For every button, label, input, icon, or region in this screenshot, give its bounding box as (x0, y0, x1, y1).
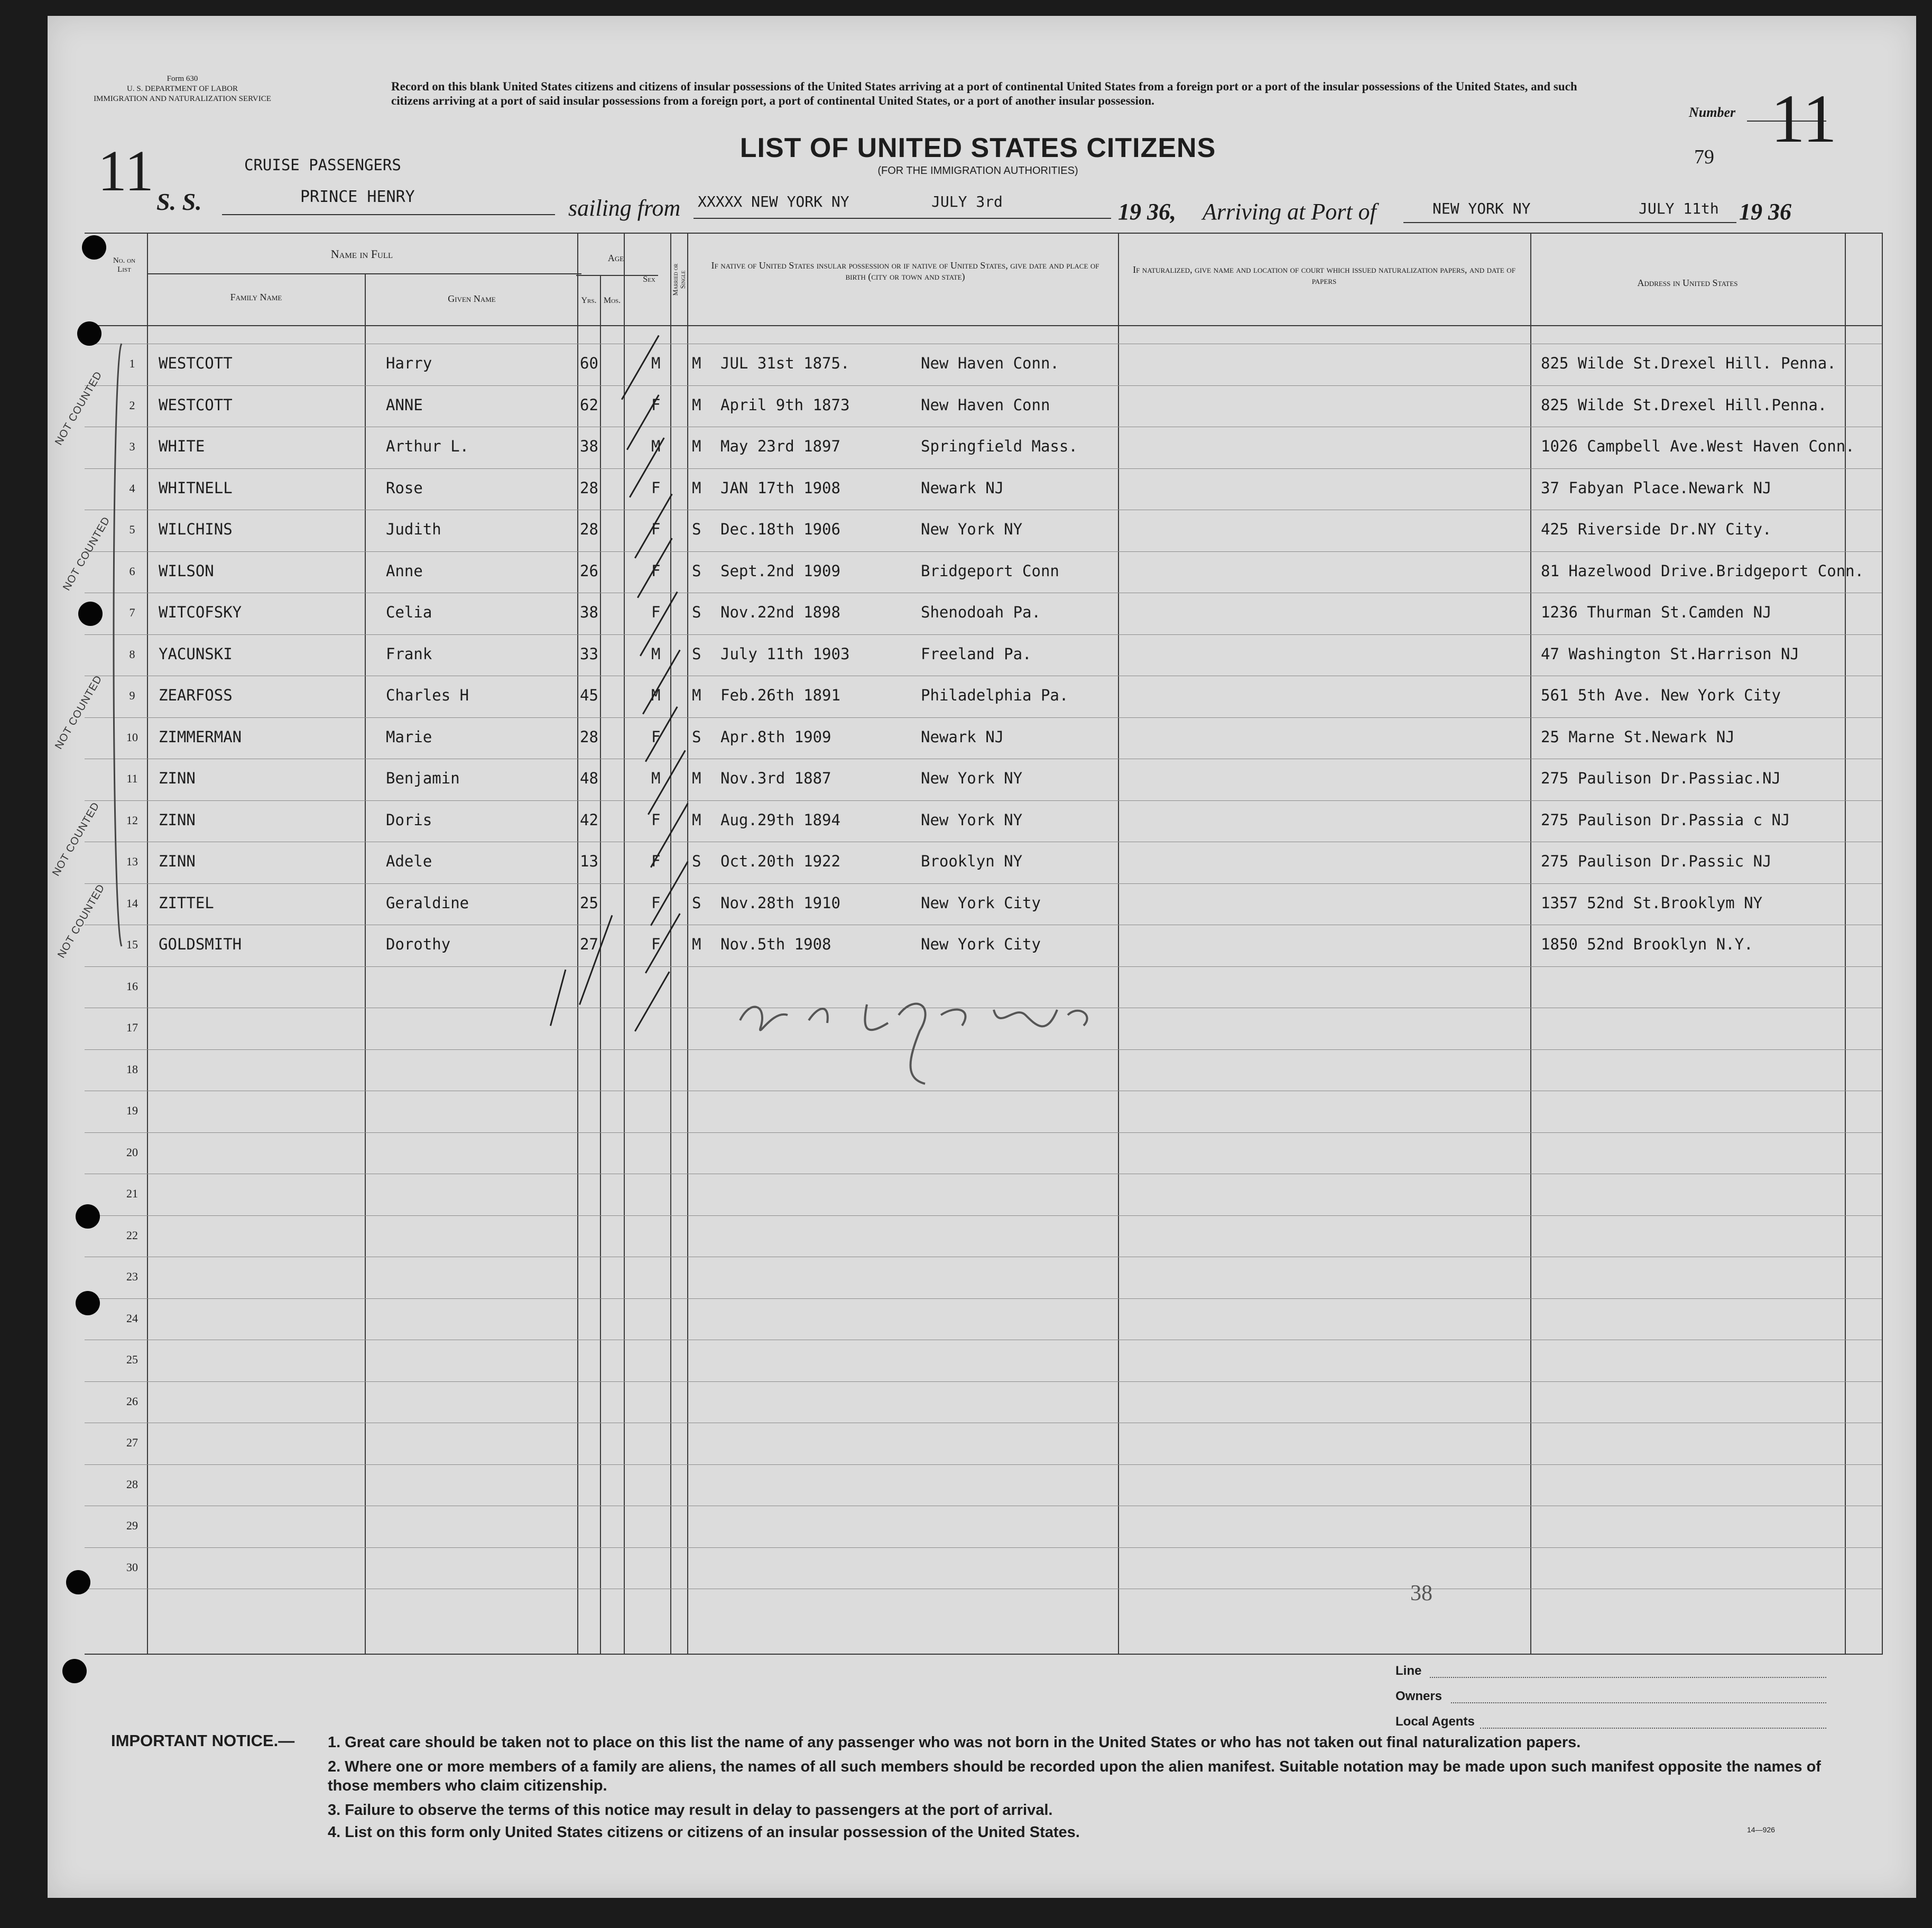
marital-status: S (692, 852, 701, 870)
sex: M (651, 686, 661, 704)
birth-date: JAN 17th 1908 (720, 478, 840, 497)
given-name: Doris (386, 810, 432, 829)
punch-hole (76, 1291, 100, 1315)
family-name: ZEARFOSS (159, 686, 233, 704)
address: 1357 52nd St.Brooklym NY (1541, 893, 1763, 912)
sex: F (651, 395, 661, 414)
marital-status: M (692, 478, 701, 497)
local-agents-label: Local Agents (1395, 1714, 1475, 1729)
not-counted-stamp: NOT COUNTED (53, 369, 105, 447)
number-label: Number (1689, 105, 1736, 120)
row-number: 18 (126, 1062, 138, 1076)
header-age: Age (607, 253, 624, 263)
address: 1026 Campbell Ave.West Haven Conn. (1541, 437, 1855, 455)
service-name: IMMIGRATION AND NATURALIZATION SERVICE (94, 95, 271, 103)
not-counted-stamp: NOT COUNTED (53, 673, 105, 751)
departure-port: XXXXX NEW YORK NY (698, 193, 849, 210)
birth-date: Aug.29th 1894 (720, 810, 840, 829)
header-birth: If native of United States insular possession or if native of United States, give date and place of birth (city or town and state) (711, 260, 1099, 282)
punch-hole (76, 1204, 100, 1229)
birth-place: New York NY (921, 520, 1023, 538)
row-number: 22 (126, 1228, 138, 1242)
row-number: 2 (129, 398, 135, 412)
punch-hole (66, 1570, 90, 1594)
cruise-passengers-label: CRUISE PASSENGERS (244, 156, 401, 174)
sex: F (651, 810, 661, 829)
age-years: 28 (580, 727, 598, 746)
not-counted-stamp: NOT COUNTED (61, 514, 113, 593)
row-number: 5 (129, 523, 135, 536)
marital-status: S (692, 644, 701, 663)
address: 275 Paulison Dr.Passiac.NJ (1541, 769, 1781, 787)
family-name: GOLDSMITH (159, 935, 242, 953)
address: 47 Washington St.Harrison NJ (1541, 644, 1799, 663)
birth-place: Springfield Mass. (921, 437, 1078, 455)
marital-status: M (692, 769, 701, 787)
age-years: 48 (580, 769, 598, 787)
stamp-number: 38 (1410, 1581, 1432, 1606)
marital-status: S (692, 603, 701, 621)
birth-place: New York NY (921, 810, 1023, 829)
row-number: 4 (129, 481, 135, 495)
header-no-on-list: No. on List (113, 256, 136, 274)
row-number: 25 (126, 1353, 138, 1366)
family-name: ZINN (159, 769, 196, 787)
arriving-label: Arriving at Port of (1203, 199, 1376, 225)
family-name: YACUNSKI (159, 644, 233, 663)
birth-place: New Haven Conn. (921, 354, 1059, 372)
department-name: U. S. DEPARTMENT OF LABOR (127, 85, 238, 93)
row-number: 20 (126, 1145, 138, 1159)
given-name: Marie (386, 727, 432, 746)
birth-date: JUL 31st 1875. (720, 354, 850, 372)
address: 25 Marne St.Newark NJ (1541, 727, 1735, 746)
age-years: 45 (580, 686, 598, 704)
row-number: 1 (129, 357, 135, 370)
birth-date: Nov.22nd 1898 (720, 603, 840, 621)
family-name: WESTCOTT (159, 354, 233, 372)
row-number: 7 (129, 606, 135, 619)
address: 37 Fabyan Place.Newark NJ (1541, 478, 1772, 497)
punch-hole (82, 235, 106, 260)
age-years: 38 (580, 437, 598, 455)
row-number: 11 (126, 772, 138, 785)
notice-title: IMPORTANT NOTICE.— (111, 1731, 295, 1750)
page-title: LIST OF UNITED STATES CITIZENS (739, 133, 1216, 163)
row-number: 17 (126, 1021, 138, 1034)
arrival-port: NEW YORK NY (1432, 200, 1531, 217)
row-number: 29 (126, 1519, 138, 1532)
sex: F (651, 603, 661, 621)
ss-label: S. S. (156, 188, 202, 215)
family-name: ZINN (159, 810, 196, 829)
record-instructions: Record on this blank United States citizens and citizens of insular possessions of the United States arriving at a port of continental United States from a foreign port or a port of the insular possessions of the United States, and such citizens arriving at a port of said insular possessions from a foreign port, a port of continental United States, or a port of another insular possession. (391, 80, 1577, 107)
punch-hole (62, 1659, 87, 1683)
header-name-in-full: Name in Full (330, 247, 393, 261)
sex: F (651, 520, 661, 538)
sex: M (651, 644, 661, 663)
marital-status: S (692, 893, 701, 912)
ship-name: PRINCE HENRY (300, 188, 415, 206)
notice-3: 3. Failure to observe the terms of this notice may result in delay to passengers at the port of arrival. (328, 1802, 1053, 1819)
age-years: 25 (580, 893, 598, 912)
birth-place: New York NY (921, 769, 1023, 787)
address: 425 Riverside Dr.NY City. (1541, 520, 1772, 538)
handwritten-mark: 11 (98, 139, 154, 203)
family-name: WILCHINS (159, 520, 233, 538)
age-years: 27 (580, 935, 598, 953)
given-name: Frank (386, 644, 432, 663)
birth-date: Nov.3rd 1887 (720, 769, 831, 787)
given-name: Celia (386, 603, 432, 621)
family-name: ZINN (159, 852, 196, 870)
address: 275 Paulison Dr.Passic NJ (1541, 852, 1772, 870)
not-counted-stamp: NOT COUNTED (56, 882, 107, 960)
header-married-single: Married or Single (671, 263, 687, 296)
notice-1: 1. Great care should be taken not to place on this list the name of any passenger who was not born in the United States or who has not taken out final naturalization papers. (328, 1734, 1581, 1751)
age-years: 62 (580, 395, 598, 414)
row-number: 15 (126, 938, 138, 951)
birth-date: Apr.8th 1909 (720, 727, 831, 746)
departure-year: 19 36, (1118, 199, 1176, 225)
given-name: Dorothy (386, 935, 451, 953)
row-number: 30 (126, 1560, 138, 1574)
marital-status: S (692, 520, 701, 538)
family-name: WITCOFSKY (159, 603, 242, 621)
sex: F (651, 852, 661, 870)
form-info (93, 74, 272, 104)
given-name: Charles H (386, 686, 469, 704)
header-age-months: Mos. (603, 296, 621, 305)
form-code: 14—926 (1747, 1825, 1775, 1834)
family-name: WESTCOTT (159, 395, 233, 414)
row-number: 19 (126, 1104, 138, 1117)
family-name: WHITE (159, 437, 205, 455)
birth-date: July 11th 1903 (720, 644, 850, 663)
birth-place: Philadelphia Pa. (921, 686, 1069, 704)
age-years: 28 (580, 520, 598, 538)
header-age-years: Yrs. (581, 296, 597, 305)
given-name: Benjamin (386, 769, 460, 787)
page-subtitle: (FOR THE IMMIGRATION AUTHORITIES) (877, 165, 1078, 177)
row-number: 28 (126, 1477, 138, 1491)
punch-hole (78, 602, 103, 626)
row-number: 24 (126, 1311, 138, 1325)
arrival-year: 19 36 (1739, 199, 1791, 225)
birth-place: Newark NJ (921, 727, 1004, 746)
row-number: 16 (126, 979, 138, 993)
sailing-from-label: sailing from (568, 195, 681, 221)
row-number: 14 (126, 896, 138, 910)
address: 275 Paulison Dr.Passia c NJ (1541, 810, 1790, 829)
address: 561 5th Ave. New York City (1541, 686, 1781, 704)
birth-date: Sept.2nd 1909 (720, 561, 840, 580)
sex: F (651, 893, 661, 912)
given-name: Anne (386, 561, 423, 580)
marital-status: S (692, 561, 701, 580)
owners-label: Owners (1395, 1689, 1443, 1703)
address: 1850 52nd Brooklyn N.Y. (1541, 935, 1753, 953)
birth-date: Feb.26th 1891 (720, 686, 840, 704)
address: 1236 Thurman St.Camden NJ (1541, 603, 1772, 621)
marital-status: M (692, 935, 701, 953)
departure-date: JULY 3rd (931, 193, 1003, 210)
address: 825 Wilde St.Drexel Hill.Penna. (1541, 395, 1827, 414)
inspector-signature (729, 973, 1110, 1105)
birth-place: Bridgeport Conn (921, 561, 1059, 580)
birth-date: Oct.20th 1922 (720, 852, 840, 870)
line-label: Line (1395, 1664, 1422, 1678)
row-number: 13 (126, 855, 138, 868)
given-name: Arthur L. (386, 437, 469, 455)
marital-status: M (692, 437, 701, 455)
given-name: Judith (386, 520, 441, 538)
header-given-name: Given Name (448, 293, 496, 304)
birth-place: Shenodoah Pa. (921, 603, 1041, 621)
age-years: 38 (580, 603, 598, 621)
birth-place: Newark NJ (921, 478, 1004, 497)
list-number: 11 (1771, 81, 1837, 157)
birth-date: April 9th 1873 (720, 395, 850, 414)
header-sex: Sex (643, 275, 655, 284)
form-number: Form 630 (167, 75, 198, 83)
age-years: 33 (580, 644, 598, 663)
given-name: Adele (386, 852, 432, 870)
age-years: 28 (580, 478, 598, 497)
birth-place: New Haven Conn (921, 395, 1050, 414)
birth-date: May 23rd 1897 (720, 437, 840, 455)
marital-status: M (692, 810, 701, 829)
punch-hole (77, 321, 101, 346)
row-number: 3 (129, 440, 135, 453)
row-number: 10 (126, 730, 138, 744)
row-number: 6 (129, 564, 135, 578)
birth-date: Nov.28th 1910 (720, 893, 840, 912)
row-number: 27 (126, 1436, 138, 1449)
age-years: 60 (580, 354, 598, 372)
birth-date: Dec.18th 1906 (720, 520, 840, 538)
sex: F (651, 727, 661, 746)
given-name: Harry (386, 354, 432, 372)
given-name: Rose (386, 478, 423, 497)
age-years: 13 (580, 852, 598, 870)
notice-2: 2. Where one or more members of a family are aliens, the names of all such members should be recorded upon the alien manifest. Suitable notation may be made upon such manifest opposite the names of those members who claim citizenship. (328, 1758, 1821, 1794)
birth-place: Brooklyn NY (921, 852, 1023, 870)
birth-place: New York City (921, 935, 1041, 953)
sex: F (651, 478, 661, 497)
row-number: 9 (129, 689, 135, 702)
address: 825 Wilde St.Drexel Hill. Penna. (1541, 354, 1836, 372)
sex: F (651, 935, 661, 953)
notice-4: 4. List on this form only United States citizens or citizens of an insular possession of the United States. (328, 1824, 1080, 1841)
sex: F (651, 561, 661, 580)
header-address: Address in United States (1637, 278, 1738, 288)
header-family-name: Family Name (230, 292, 282, 302)
marital-status: M (692, 354, 701, 372)
arrival-date: JULY 11th (1639, 200, 1719, 217)
birth-place: Freeland Pa. (921, 644, 1032, 663)
row-number: 12 (126, 813, 138, 827)
marital-status: M (692, 395, 701, 414)
sex: M (651, 437, 661, 455)
family-name: WHITNELL (159, 478, 233, 497)
sex: M (651, 769, 661, 787)
birth-place: New York City (921, 893, 1041, 912)
sex: M (651, 354, 661, 372)
not-counted-stamp: NOT COUNTED (50, 800, 102, 878)
row-number: 21 (126, 1187, 138, 1200)
family-name: WILSON (159, 561, 214, 580)
header-naturalized: If naturalized, give name and location of court which issued naturalization papers, and date of papers (1133, 264, 1515, 286)
marital-status: S (692, 727, 701, 746)
bracket-mark (106, 338, 127, 952)
age-years: 26 (580, 561, 598, 580)
address: 81 Hazelwood Drive.Bridgeport Conn. (1541, 561, 1864, 580)
family-name: ZITTEL (159, 893, 214, 912)
given-name: ANNE (386, 395, 423, 414)
marital-status: M (692, 686, 701, 704)
family-name: ZIMMERMAN (159, 727, 242, 746)
birth-date: Nov.5th 1908 (720, 935, 831, 953)
row-number: 8 (129, 647, 135, 661)
row-number: 26 (126, 1394, 138, 1408)
given-name: Geraldine (386, 893, 469, 912)
page-reference: 79 (1694, 146, 1714, 168)
age-years: 42 (580, 810, 598, 829)
row-number: 23 (126, 1270, 138, 1283)
